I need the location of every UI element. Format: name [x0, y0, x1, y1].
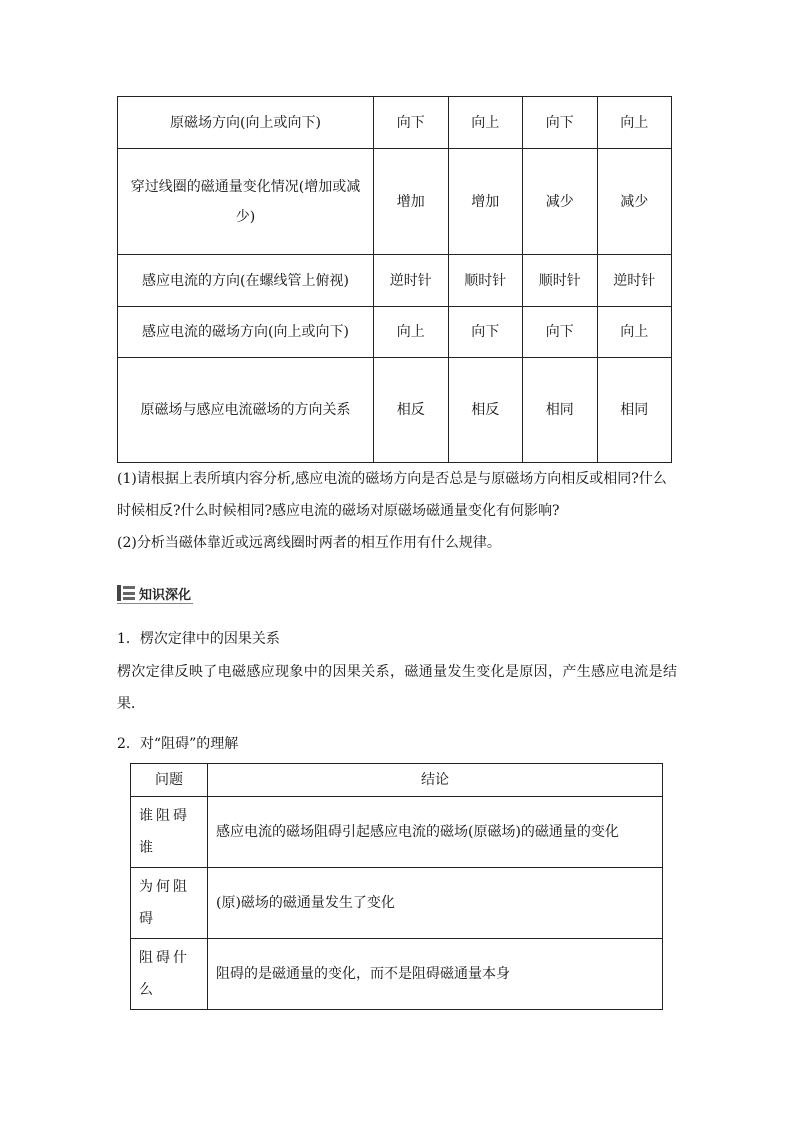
table-cell: 相同: [523, 358, 598, 463]
table-row: [118, 358, 672, 463]
conclusion-cell: 阻碍的是磁通量的变化，而不是阻碍磁通量本身: [208, 939, 663, 1010]
header-question: 问题: [131, 764, 208, 797]
conclusion-cell: 感应电流的磁场阻碍引起感应电流的磁场(原磁场)的磁通量的变化: [208, 797, 663, 868]
table-cell: 增加: [374, 149, 449, 255]
table-cell: 减少: [523, 149, 598, 255]
table-cell: 向上: [597, 97, 672, 149]
question-cell: 谁阻碍谁: [131, 797, 208, 868]
table-cell: 顺时针: [448, 255, 523, 307]
row-label: 感应电流的方向(在螺线管上俯视): [118, 255, 374, 307]
table-cell: 向下: [523, 97, 598, 149]
table-row: [118, 149, 672, 255]
table-row: [118, 307, 672, 358]
table-cell: 向下: [374, 97, 449, 149]
hindrance-table: [130, 763, 663, 1010]
point-1-heading: 1．楞次定律中的因果关系: [117, 631, 280, 647]
table-cell: 增加: [448, 149, 523, 255]
conclusion-cell: (原)磁场的磁通量发生了变化: [208, 868, 663, 939]
table-row: [131, 797, 663, 868]
question-2: (2)分析当磁体靠近或远离线圈时两者的相互作用有什么规律。: [117, 535, 501, 551]
table-cell: 相同: [597, 358, 672, 463]
table-cell: 相反: [374, 358, 449, 463]
row-label: 原磁场与感应电流磁场的方向关系: [118, 358, 374, 463]
table-cell: 减少: [597, 149, 672, 255]
table-cell: 向上: [448, 97, 523, 149]
table-row: [131, 939, 663, 1010]
point-1-body: 楞次定律反映了电磁感应现象中的因果关系，磁通量发生变化是原因，产生感应电流是结果．: [117, 664, 677, 712]
header-conclusion: 结论: [208, 764, 663, 797]
section-title: 知识深化: [139, 587, 192, 603]
table-row: [118, 255, 672, 307]
table-cell: 向上: [374, 307, 449, 358]
table-cell: 逆时针: [374, 255, 449, 307]
section-bars-icon: [117, 585, 135, 601]
table-row: [118, 97, 672, 149]
table-cell: 向上: [597, 307, 672, 358]
row-label: 穿过线圈的磁通量变化情况(增加或减少): [118, 149, 374, 255]
table-cell: 向下: [448, 307, 523, 358]
table-cell: 逆时针: [597, 255, 672, 307]
table-header-row: [131, 764, 663, 797]
row-label: 感应电流的磁场方向(向上或向下): [118, 307, 374, 358]
question-1: (1)请根据上表所填内容分析,感应电流的磁场方向是否总是与原磁场方向相反或相同?什么时候相反?什么时候相同?感应电流的磁场对原磁场磁通量变化有何影响?: [117, 471, 667, 519]
row-label: 原磁场方向(向上或向下): [118, 97, 374, 149]
induction-experiment-table: [117, 96, 672, 463]
table-cell: 向下: [523, 307, 598, 358]
section-header: [117, 582, 317, 604]
point-2-heading: 2．对“阻碍”的理解: [117, 736, 239, 752]
table-cell: 顺时针: [523, 255, 598, 307]
question-cell: 阻碍什么: [131, 939, 208, 1010]
table-cell: 相反: [448, 358, 523, 463]
table-row: [131, 868, 663, 939]
question-cell: 为何阻碍: [131, 868, 208, 939]
section-divider: [117, 603, 193, 604]
